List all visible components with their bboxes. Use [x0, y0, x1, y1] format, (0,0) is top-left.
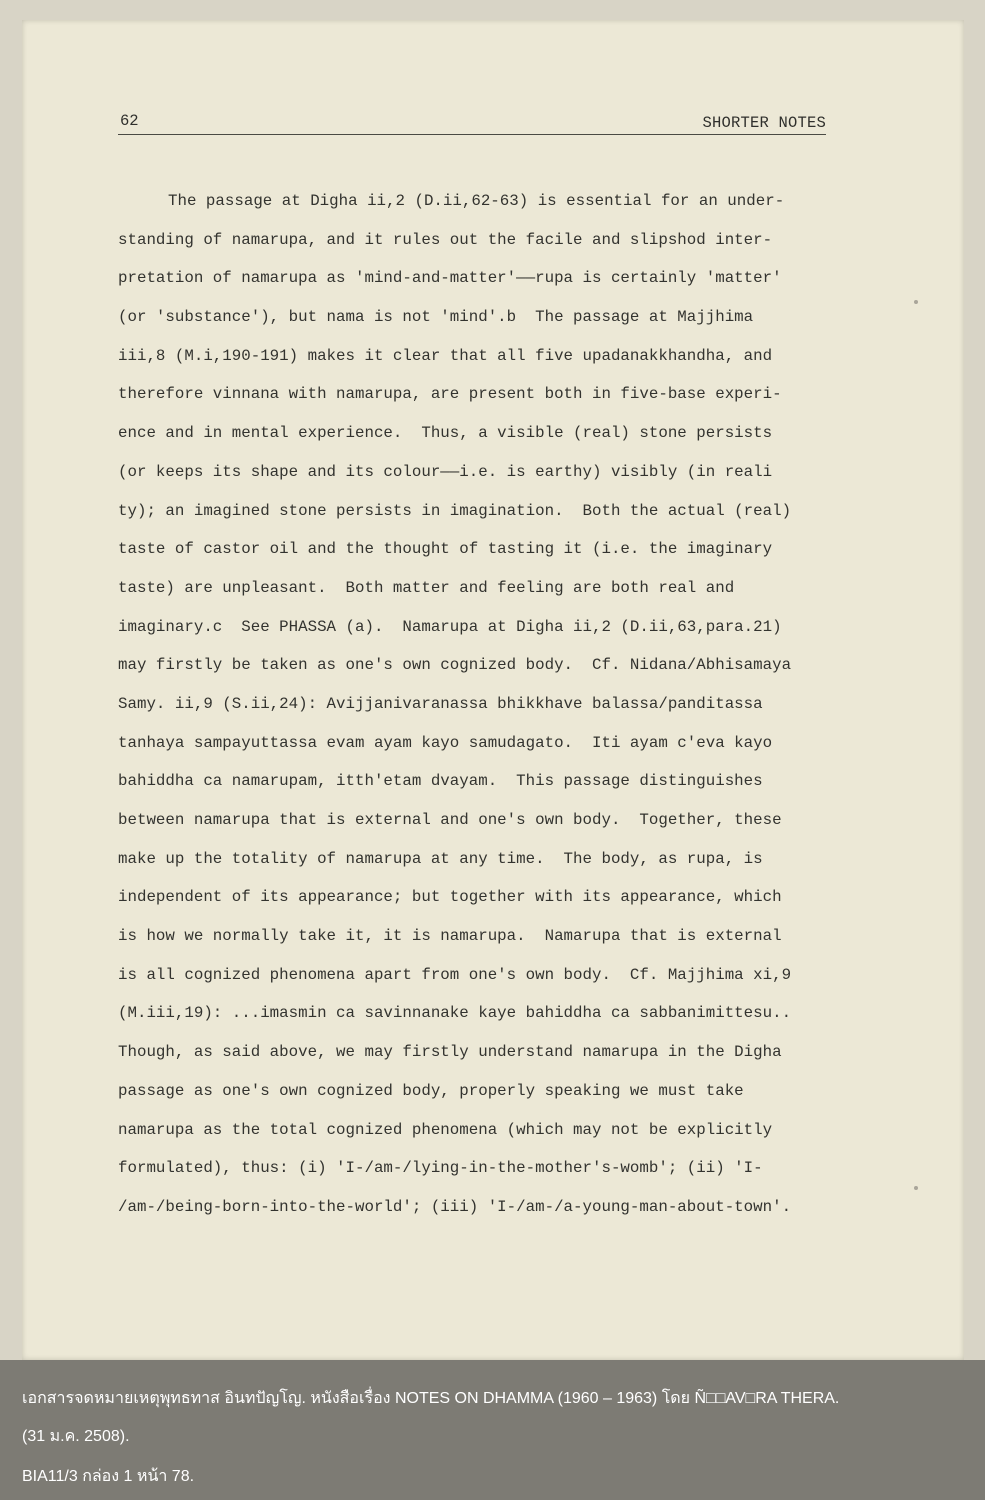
text-line: tanhaya sampayuttassa evam ayam kayo samudagato. Iti ayam c'eva kayo: [118, 733, 773, 752]
text-line: between namarupa that is external and one's own body. Together, these: [118, 811, 782, 829]
archive-caption: [0, 1360, 985, 1500]
text-line: ence and in mental experience. Thus, a visible (real) stone persists: [118, 424, 773, 443]
text-line: bahiddha ca namarupam, itth'etam dvayam. This passage distinguishes: [118, 772, 763, 791]
margin-mark: [914, 300, 918, 304]
text-line: (or keeps its shape and its colour——i.e. is earthy) visibly (in reali: [118, 462, 773, 481]
text-line: pretation of namarupa as 'mind-and-matter'——rupa is certainly 'matter': [118, 269, 782, 288]
text-line: passage as one's own cognized body, properly speaking we must take: [118, 1081, 744, 1100]
caption-reference: BIA11/3 กล่อง 1 หน้า 78.: [22, 1468, 195, 1485]
text-line: is how we normally take it, it is namarupa. Namarupa that is external: [118, 927, 782, 946]
text-line: therefore vinnana with namarupa, are present both in five-base experi-: [118, 385, 782, 404]
text-line: /am-/being-born-into-the-world'; (iii) 'I-/am-/a-young-man-about-town'.: [118, 1197, 792, 1216]
text-line: taste of castor oil and the thought of tasting it (i.e. the imaginary: [118, 540, 773, 559]
caption-date: (31 ม.ค. 2508).: [22, 1428, 130, 1445]
text-line: Though, as said above, we may firstly understand namarupa in the Digha: [118, 1043, 782, 1062]
text-line: The passage at Digha ii,2 (D.ii,62-63) is essential for an under-: [168, 192, 785, 210]
text-line: iii,8 (M.i,190-191) makes it clear that all five upadanakkhandha, and: [118, 346, 773, 365]
text-line: Samy. ii,9 (S.ii,24): Avijjanivaranassa bhikkhave balassa/panditassa: [118, 694, 763, 713]
margin-mark: [914, 1186, 918, 1190]
text-line: may firstly be taken as one's own cognized body. Cf. Nidana/Abhisamaya: [118, 656, 792, 675]
text-line: taste) are unpleasant. Both matter and feeling are both real and: [118, 578, 735, 597]
running-title: SHORTER NOTES: [702, 114, 826, 132]
text-line: imaginary.c See PHASSA (a). Namarupa at Digha ii,2 (D.ii,63,para.21): [118, 617, 782, 636]
text-line: formulated), thus: (i) 'I-/am-/lying-in-the-mother's-womb'; (ii) 'I-: [118, 1159, 763, 1178]
text-line: make up the totality of namarupa at any time. The body, as rupa, is: [118, 849, 763, 868]
caption-title: เอกสารจดหมายเหตุพุทธทาส อินทปัญโญ. หนังสือเรื่อง NOTES ON DHAMMA (1960 – 1963) โดย Ñ□□AV□RA THERA.: [22, 1390, 840, 1407]
page-number: 62: [120, 112, 139, 130]
text-line: namarupa as the total cognized phenomena (which may not be explicitly: [118, 1120, 773, 1139]
text-line: ty); an imagined stone persists in imagination. Both the actual (real): [118, 501, 792, 520]
page-header: [118, 112, 826, 135]
text-line: (M.iii,19): ...imasmin ca savinnanake kaye bahiddha ca sabbanimittesu..: [118, 1004, 792, 1023]
typewritten-paragraph: [118, 186, 838, 1231]
text-line: standing of namarupa, and it rules out the facile and slipshod inter-: [118, 230, 773, 249]
text-line: (or 'substance'), but nama is not 'mind'.b The passage at Majjhima: [118, 308, 754, 327]
text-line: is all cognized phenomena apart from one's own body. Cf. Majjhima xi,9: [118, 965, 792, 984]
text-line: independent of its appearance; but together with its appearance, which: [118, 888, 782, 907]
